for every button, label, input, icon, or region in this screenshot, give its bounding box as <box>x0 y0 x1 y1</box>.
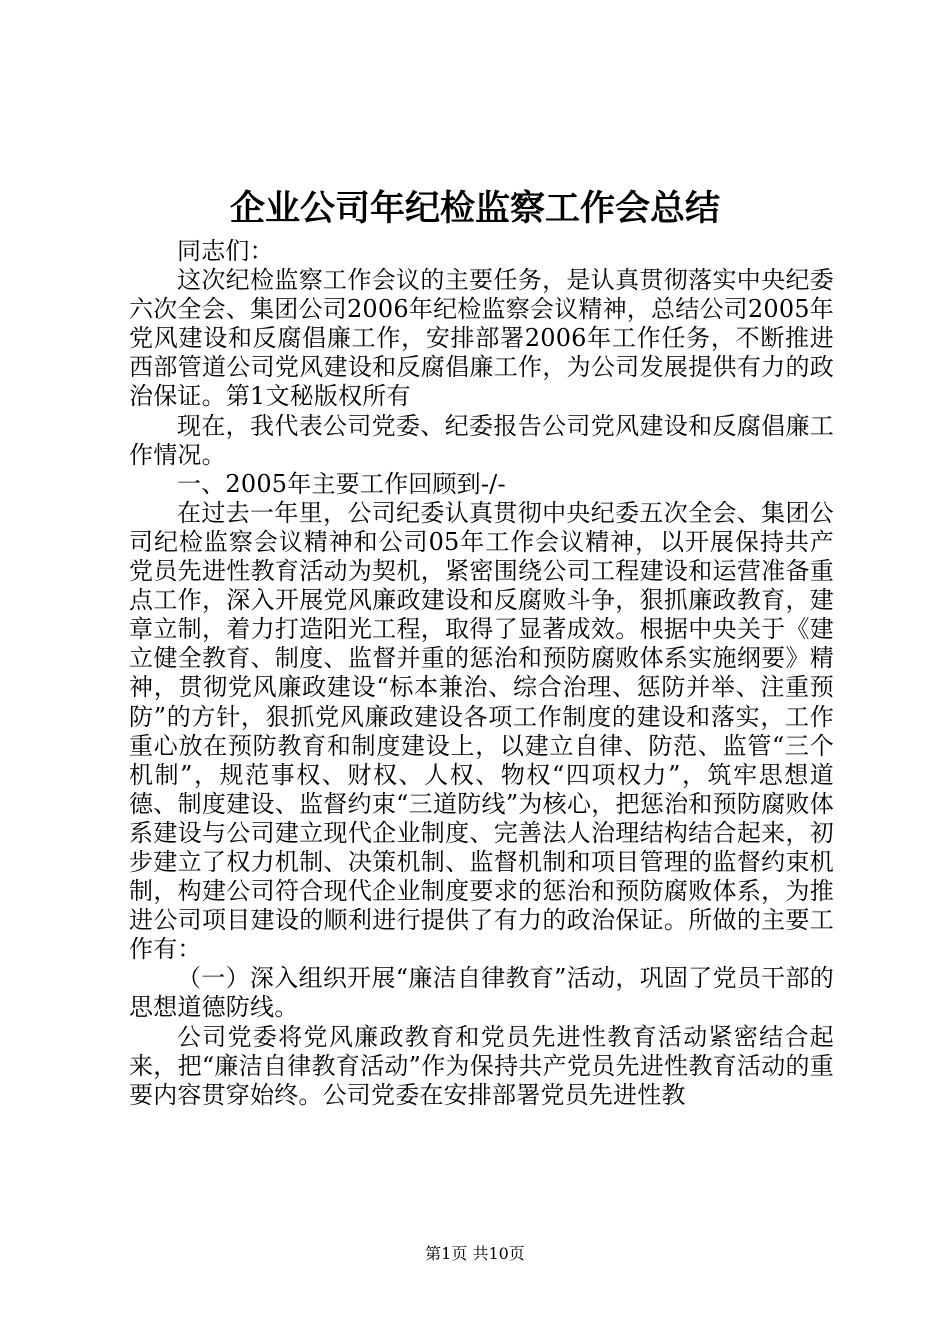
subsection-heading-paragraph: （一）深入组织开展“廉洁自律教育”活动，巩固了党员干部的思想道德防线。 <box>129 964 834 1022</box>
education-paragraph: 公司党委将党风廉政教育和党员先进性教育活动紧密结合起来，把“廉洁自律教育活动”作为保持共产党员先进性教育活动的重要内容贯穿始终。公司党委在安排部署党员先进性教 <box>129 1022 834 1109</box>
document-body <box>129 237 834 1110</box>
report-statement-paragraph: 现在，我代表公司党委、纪委报告公司党风建设和反腐倡廉工作情况。 <box>129 411 834 469</box>
intro-paragraph: 这次纪检监察工作会议的主要任务，是认真贯彻落实中央纪委六次全会、集团公司2006年纪检监察会议精神，总结公司2005年党风建设和反腐倡廉工作，安排部署2006年工作任务，不断推进西部管道公司党风建设和反腐倡廉工作，为公司发展提供有力的政治保证。第1文秘版权所有 <box>129 266 834 411</box>
salutation-paragraph: 同志们： <box>177 237 274 265</box>
page-number-footer: 第1页 共10页 <box>425 1244 525 1263</box>
section-heading-paragraph: 一、2005年主要工作回顾到-/- <box>177 469 506 498</box>
review-paragraph: 在过去一年里，公司纪委认真贯彻中央纪委五次全会、集团公司纪检监察会议精神和公司05年工作会议精神，以开展保持共产党员先进性教育活动为契机，紧密围绕公司工程建设和运营准备重点工作，深入开展党风廉政建设和反腐败斗争，狠抓廉政教育，建章立制，着力打造阳光工程，取得了显著成效。根据中央关于《建立健全教育、制度、监督并重的惩治和预防腐败体系实施纲要》精神，贯彻党风廉政建设“标本兼治、综合治理、惩防并举、注重预防”的方针，狠抓党风廉政建设各项工作制度的建设和落实，工作重心放在预防教育和制度建设上，以建立自律、防范、监管“三个机制”，规范事权、财权、人权、物权“四项权力”，筑牢思想道德、制度建设、监督约束“三道防线”为核心，把惩治和预防腐败体系建设与公司建立现代企业制度、完善法人治理结构结合起来，初步建立了权力机制、决策机制、监督机制和项目管理的监督约束机制，构建公司符合现代企业制度要求的惩治和预防腐败体系，为推进公司项目建设的顺利进行提供了有力的政治保证。所做的主要工作有： <box>129 498 834 964</box>
document-title: 企业公司年纪检监察工作会总结 <box>229 188 720 229</box>
